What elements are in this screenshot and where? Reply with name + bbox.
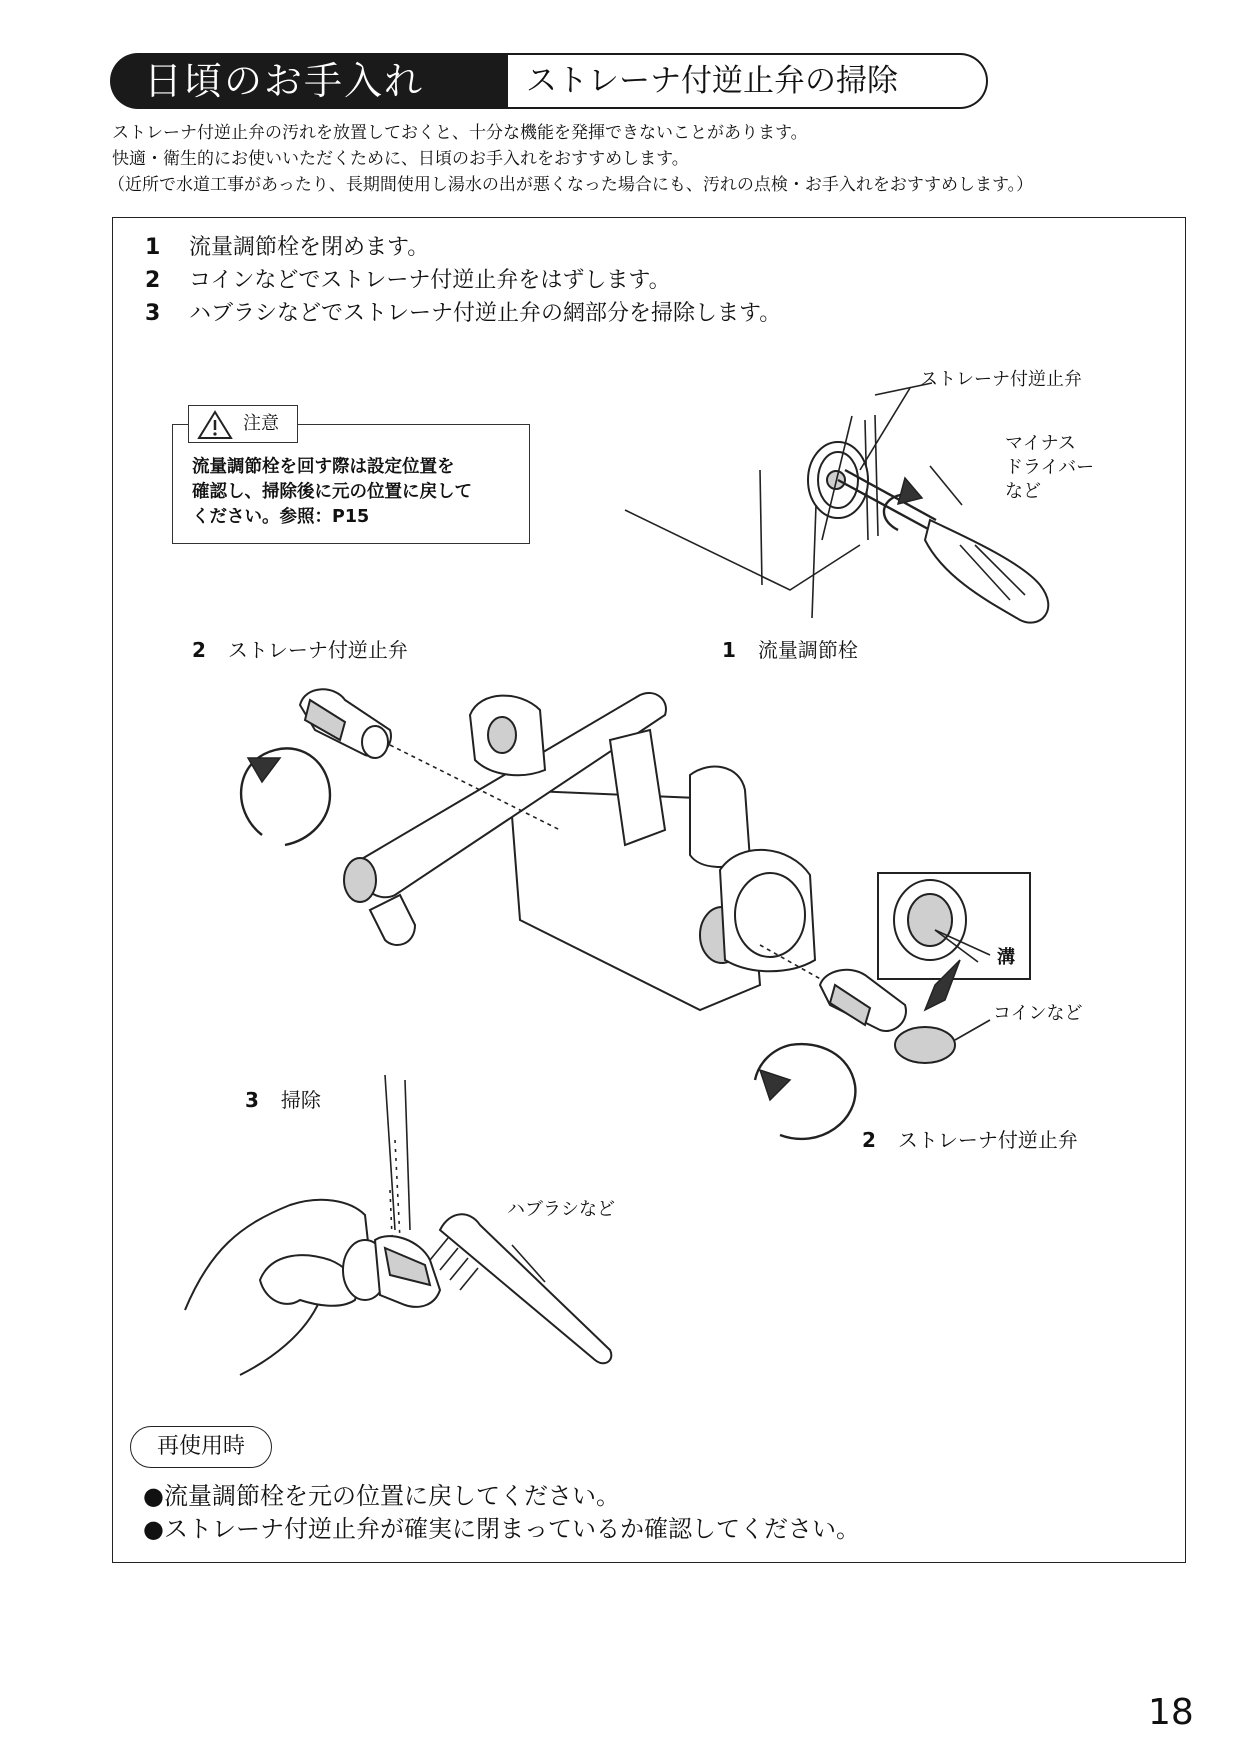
label-text: 掃除: [280, 1088, 321, 1112]
label-brush: ハブラシなど: [507, 1199, 615, 1220]
step-number: 2: [145, 268, 161, 293]
label-text: ストレーナ付逆止弁: [897, 1128, 1078, 1152]
label-coin: コインなど: [993, 1003, 1083, 1024]
intro-line-1: ストレーナ付逆止弁の汚れを放置しておくと、十分な機能を発揮できないことがあります。: [112, 123, 808, 143]
label-groove: 溝: [997, 947, 1015, 968]
label-driver-line-2: ドライバー: [1005, 457, 1095, 478]
intro-line-3: （近所で水道工事があったり、長期間使用し湯水の出が悪くなった場合にも、汚れの点検・お手入れをおすすめします。）: [108, 175, 1034, 195]
section-subtitle: ストレーナ付逆止弁の掃除: [508, 53, 988, 109]
caution-line: ください。参照：P15: [192, 507, 370, 527]
label-number: 2: [862, 1128, 876, 1152]
label-number: 2: [192, 638, 206, 662]
label-flow-valve: [722, 634, 858, 663]
section-title: 日頃のお手入れ: [110, 53, 508, 109]
step-number: 1: [145, 235, 161, 260]
label-text: ストレーナ付逆止弁: [227, 638, 408, 662]
label-number: 3: [245, 1088, 259, 1112]
label-number: 1: [722, 638, 736, 662]
cleaning-illustration: [185, 1075, 611, 1375]
page-number: 18: [1148, 1692, 1194, 1733]
caution-label: 注意: [243, 413, 279, 434]
caution-line: 確認し、掃除後に元の位置に戻して: [192, 482, 472, 502]
step-text: コインなどでストレーナ付逆止弁をはずします。: [189, 268, 671, 293]
label-strainer-top: ストレーナ付逆止弁: [920, 369, 1082, 390]
reuse-bullet-2: ●ストレーナ付逆止弁が確実に閉まっているか確認してください。: [143, 1515, 860, 1543]
strainer-left-illustration: [241, 689, 391, 845]
reuse-badge: 再使用時: [130, 1426, 272, 1468]
step-text: ハブラシなどでストレーナ付逆止弁の網部分を掃除します。: [189, 301, 782, 326]
label-text: 流量調節栓: [757, 638, 858, 662]
faucet-illustration: [344, 693, 840, 1010]
screwdriver-illustration: [625, 383, 1048, 623]
label-driver-line-1: マイナス: [1005, 433, 1076, 454]
label-strainer-right: [862, 1124, 1078, 1153]
label-clean: [245, 1084, 321, 1113]
step-number: 3: [145, 301, 161, 326]
caution-line: 流量調節栓を回す際は設定位置を: [192, 457, 455, 477]
label-strainer-left: [192, 634, 408, 663]
reuse-bullet-1: ●流量調節栓を元の位置に戻してください。: [143, 1482, 620, 1510]
intro-line-2: 快適・衛生的にお使いいただくために、日頃のお手入れをおすすめします。: [112, 149, 689, 169]
step-text: 流量調節栓を閉めます。: [189, 235, 430, 260]
label-driver-line-3: など: [1005, 481, 1041, 502]
